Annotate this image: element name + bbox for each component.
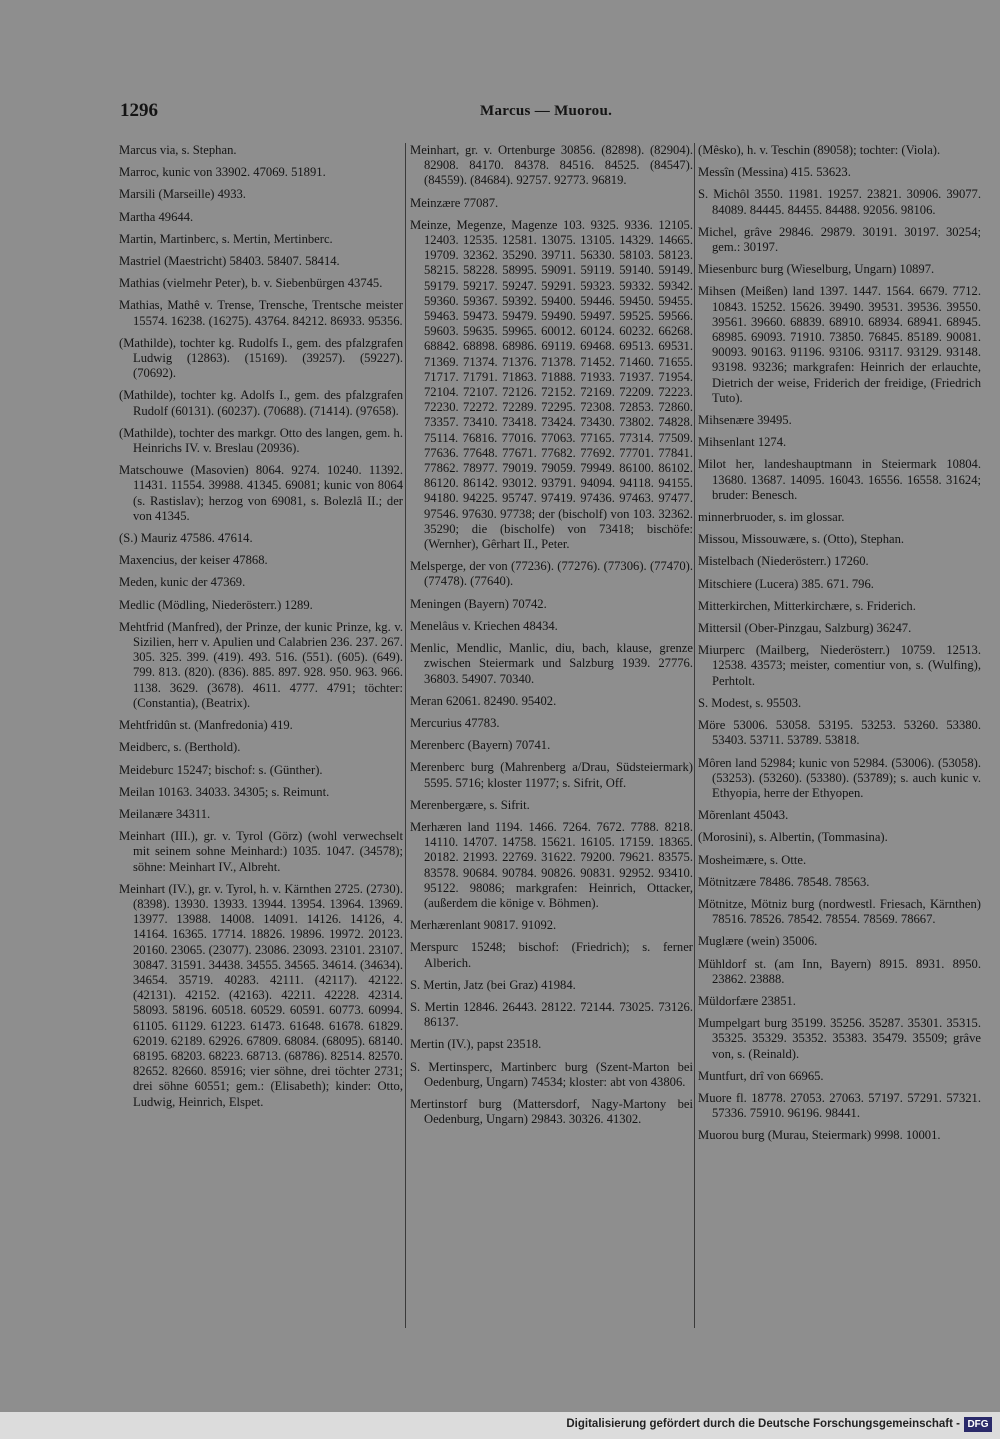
- index-entry: Möre 53006. 53058. 53195. 53253. 53260. 53380. 53403. 53711. 53789. 53818.: [698, 718, 981, 748]
- index-entry: Mehtfridûn st. (Manfredonia) 419.: [119, 718, 293, 733]
- index-entry: Martha 49644.: [119, 209, 194, 224]
- index-entry: Mihsen (Meißen) land 1397. 1447. 1564. 6679. 7712. 10843. 15252. 15626. 39490. 39531. 39536. 39550. 39561. 39660. 68839. 68910. 68934. 68941. 68945. 68985. 69093. 71910. 73850. 76845. 85189. 90081. 90093. 90163. 91196. 93106. 93117. 93129. 93148. 93198. 93236; markgrafen: Heinrich der erlauchte, Dietrich der weise, Friderich der freidige, (Friedrich Tuto).: [698, 284, 981, 405]
- index-entry: Mercurius 47783.: [410, 715, 500, 730]
- index-entry: Mistelbach (Niederösterr.) 17260.: [698, 554, 869, 569]
- index-entry: S. Modest, s. 95503.: [698, 695, 802, 710]
- dfg-logo: DFG: [964, 1417, 992, 1432]
- index-entry: Mitterkirchen, Mitterkirchære, s. Friderich.: [698, 598, 916, 613]
- index-entry: Menelâus v. Kriechen 48434.: [410, 618, 558, 633]
- column-2: [410, 143, 693, 1134]
- index-entry: Mitschiere (Lucera) 385. 671. 796.: [698, 576, 874, 591]
- index-entry: Meinhart (IV.), gr. v. Tyrol, h. v. Kärnthen 2725. (2730). (8398). 13930. 13933. 13944. 13954. 13964. 13969. 13977. 13988. 14008. 14091. 14126. 14126, 4. 14164. 16365. 17714. 18826. 19896. 19972. 20123. 20160. 23065. (23077). 23086. 23093. 23101. 23107. 30847. 31591. 34438. 34555. 34565. 34614. (34634). 34654. 35719. 40283. 42111. (42117). 42122. (42131). 42152. (42163). 42211. 42228. 42314. 58093. 58196. 60518. 60529. 60591. 60773. 60994. 61105. 61129. 61223. 61473. 61648. 61678. 61829. 62019. 62189. 62926. 67809. 68084. (68095). 68140. 68195. 68203. 68223. 68713. (68786). 82514. 82570. 82652. 82660. 85916; vier söhne, drei töchter 2731; drei söhne 60551; gem.: (Elisabeth); kinder: Otto, Ludwig, Heinrich, Elspet.: [119, 881, 403, 1109]
- index-entry: Meinhart (III.), gr. v. Tyrol (Görz) (wohl verwechselt mit seinem sohne Meinhard:) 1035. 1047. (34578); söhne: Meinhart IV., Albreht.: [119, 829, 403, 874]
- index-entry: Milot her, landeshauptmann in Steiermark 10804. 13680. 13687. 14095. 16043. 16556. 16558. 31624; bruder: Benesch.: [698, 457, 981, 502]
- index-entry: S. Mertinsperc, Martinberc burg (Szent-Marton bei Oedenburg, Ungarn) 74534; kloster: abt von 43806.: [410, 1059, 693, 1089]
- index-entry: Muorou burg (Murau, Steiermark) 9998. 10001.: [698, 1128, 941, 1143]
- index-entry: Meran 62061. 82490. 95402.: [410, 693, 557, 708]
- index-entry: Merhæren land 1194. 1466. 7264. 7672. 7788. 8218. 14110. 14707. 14758. 15621. 16105. 17159. 18365. 20182. 21993. 22769. 31622. 79200. 79621. 83575. 83578. 90684. 90784. 90826. 90831. 92952. 93410. 95122. 98086; markgrafen: Heinrich, Ottacker, (außerdem die könige v. Böhmen).: [410, 819, 693, 910]
- index-entry: Mõrenlant 45043.: [698, 808, 789, 823]
- index-entry: S. Mertin, Jatz (bei Graz) 41984.: [410, 977, 576, 992]
- column-1: [119, 143, 403, 1117]
- index-entry: Medlic (Mödling, Niederösterr.) 1289.: [119, 597, 313, 612]
- index-entry: Meideburc 15247; bischof: s. (Günther).: [119, 762, 323, 777]
- index-entry: (Morosini), s. Albertin, (Tommasina).: [698, 830, 888, 845]
- index-entry: Miurperc (Mailberg, Niederösterr.) 10759. 12513. 12538. 43573; meister, comentiur von, s. (Wulfing), Perhtolt.: [698, 643, 981, 688]
- column-3: [698, 143, 981, 1151]
- index-entry: Marcus via, s. Stephan.: [119, 143, 237, 157]
- index-entry: Missou, Missouwære, s. (Otto), Stephan.: [698, 532, 905, 547]
- index-entry: Meinhart, gr. v. Ortenburge 30856. (82898). (82904). 82908. 84170. 84378. 84516. 84525. (84547). (84559). (84684). 92757. 92773. 96819.: [410, 143, 693, 188]
- index-entry: Marsili (Marseille) 4933.: [119, 187, 246, 202]
- index-entry: Mötnitze, Mötniz burg (nordwestl. Friesach, Kärnthen) 78516. 78526. 78542. 78554. 78569. 78667.: [698, 896, 981, 927]
- index-entry: Mehtfrid (Manfred), der Prinze, der kunic Prinze, kg. v. Sizilien, herr v. Apulien und Calabrien 236. 237. 267. 305. 325. 399. (419). 493. 516. (551). (605). (649). 799. 813. (820). (836). 885. 897. 928. 950. 963. 966. 1138. 3629. (3678). 4611. 4777. 4791; töchter: (Constantia), (Beatrix).: [119, 619, 403, 710]
- index-entry: Mertinstorf burg (Mattersdorf, Nagy-Martony bei Oedenburg, Ungarn) 29843. 30326. 41302.: [410, 1096, 693, 1127]
- index-entry: S. Mertin 12846. 26443. 28122. 72144. 73025. 73126. 86137.: [410, 999, 693, 1030]
- index-entry: Mastriel (Maestricht) 58403. 58407. 58414.: [119, 254, 340, 269]
- index-entry: Marroc, kunic von 33902. 47069. 51891.: [119, 165, 326, 180]
- index-entry: Mumpelgart burg 35199. 35256. 35287. 35301. 35315. 35325. 35329. 35352. 35383. 35479. 35509; grâve von, s. (Reinald).: [698, 1016, 981, 1061]
- footer-text: Digitalisierung gefördert durch die Deutsche Forschungsgemeinschaft -: [566, 1418, 960, 1430]
- index-entry: Mertin (IV.), papst 23518.: [410, 1037, 542, 1052]
- index-entry: Muntfurt, drî von 66965.: [698, 1068, 824, 1083]
- footer-bar: [0, 1412, 1000, 1439]
- index-entry: Melsperge, der von (77236). (77276). (77306). (77470). (77478). (77640).: [410, 559, 693, 589]
- index-entry: Matschouwe (Masovien) 8064. 9274. 10240. 11392. 11431. 11554. 39988. 41345. 69081; kunic von 8064 (s. Rastislav); herzog von 69081, s. Bolezlâ II.; der von 41345.: [119, 463, 403, 523]
- index-entry: Merenbergære, s. Sifrit.: [410, 797, 530, 812]
- index-entry: Mötnitzære 78486. 78548. 78563.: [698, 874, 870, 889]
- column-rule-left: [405, 143, 406, 1328]
- column-rule-right: [694, 143, 695, 1328]
- index-entry: S. Michôl 3550. 11981. 19257. 23821. 30906. 39077. 84089. 84445. 84455. 84488. 92056. 98106.: [698, 187, 981, 217]
- index-entry: minnerbruoder, s. im glossar.: [698, 510, 845, 525]
- index-entry: Mihsenlant 1274.: [698, 435, 787, 450]
- index-entry: Meidberc, s. (Berthold).: [119, 740, 241, 755]
- index-entry: Meningen (Bayern) 70742.: [410, 596, 547, 611]
- index-entry: Messîn (Messina) 415. 53623.: [698, 165, 851, 180]
- index-entry: Maxencius, der keiser 47868.: [119, 553, 268, 568]
- index-entry: (Mathilde), tochter kg. Adolfs I., gem. des pfalzgrafen Rudolf (60131). (60237). (70688). (71414). (97658).: [119, 388, 403, 418]
- index-entry: Mathias (vielmehr Peter), b. v. Siebenbürgen 43745.: [119, 276, 383, 291]
- index-entry: Meden, kunic der 47369.: [119, 575, 246, 590]
- index-entry: Meinze, Megenze, Magenze 103. 9325. 9336. 12105. 12403. 12535. 12581. 13075. 13105. 14329. 14665. 19709. 32362. 35290. 39711. 56330. 58103. 58123. 58215. 58228. 58995. 59091. 59119. 59140. 59149. 59179. 59217. 59247. 59291. 59323. 59332. 59342. 59360. 59367. 59392. 59400. 59446. 59450. 59455. 59463. 59473. 59479. 59490. 59497. 59525. 59566. 59603. 59635. 59965. 60012. 60124. 60232. 66268. 68842. 68898. 68986. 69119. 69468. 69513. 69531. 71369. 71374. 71376. 71378. 71452. 71460. 71655. 71717. 71791. 71863. 71888. 71933. 71937. 71954. 72104. 72107. 72126. 72152. 72169. 72209. 72223. 72230. 72272. 72289. 72295. 72308. 72853. 72860. 73357. 73410. 73418. 73424. 73430. 73802. 74828. 75114. 76816. 77016. 77063. 77165. 77314. 77509. 77636. 77648. 77671. 77682. 77692. 77701. 77841. 77862. 78977. 79019. 79059. 79949. 86100. 86102. 86120. 86142. 93012. 93791. 94094. 94118. 94155. 94180. 94225. 95747. 97419. 97436. 97463. 97477. 97546. 97630. 97738; der (bischolf) von 103. 32362. 35290; die (bischolfe) von 73418; bischöfe: (Wernher), Gêrhart II., Peter.: [410, 217, 693, 552]
- index-entry: Merenberc (Bayern) 70741.: [410, 738, 551, 753]
- index-entry: Mathias, Mathê v. Trense, Trensche, Trentsche meister 15574. 16238. (16275). 43764. 84212. 86933. 95356.: [119, 298, 403, 328]
- index-entry: Menlic, Mendlic, Manlic, diu, bach, klause, grenze zwischen Steiermark und Salzburg 1939. 27776. 36803. 54907. 70340.: [410, 641, 693, 686]
- index-entry: Muglære (wein) 35006.: [698, 934, 818, 949]
- index-entry: Mittersil (Ober-Pinzgau, Salzburg) 36247.: [698, 621, 912, 636]
- index-entry: Meilan 10163. 34033. 34305; s. Reimunt.: [119, 784, 330, 799]
- index-entry: Merenberc burg (Mahrenberg a/Drau, Südsteiermark) 5595. 5716; kloster 11977; s. Sifrit, Off.: [410, 760, 693, 790]
- index-entry: (Mathilde), tochter des markgr. Otto des langen, gem. h. Heinrichs IV. v. Breslau (20936).: [119, 425, 403, 456]
- index-entry: Mühldorf st. (am Inn, Bayern) 8915. 8931. 8950. 23862. 23888.: [698, 956, 981, 986]
- page-number: 1296: [120, 100, 158, 121]
- index-entry: (Mêsko), h. v. Teschin (89058); tochter: (Viola).: [698, 143, 941, 157]
- index-entry: Môren land 52984; kunic von 52984. (53006). (53058). (53253). (53260). (53380). (53789); s. auch kunic v. Ethyopia, herre der Ethyopen.: [698, 755, 981, 800]
- index-entry: Michel, grâve 29846. 29879. 30191. 30197. 30254; gem.: 30197.: [698, 224, 981, 255]
- index-entry: Mosheimære, s. Otte.: [698, 852, 807, 867]
- index-entry: Merhærenlant 90817. 91092.: [410, 918, 557, 933]
- index-entry: (S.) Mauriz 47586. 47614.: [119, 531, 253, 546]
- index-entry: Merspurc 15248; bischof: (Friedrich); s. ferner Alberich.: [410, 940, 693, 970]
- running-head: Marcus — Muorou.: [480, 103, 613, 119]
- index-entry: Martin, Martinberc, s. Mertin, Mertinberc.: [119, 231, 333, 246]
- index-entry: Miesenburc burg (Wieselburg, Ungarn) 10897.: [698, 262, 935, 277]
- index-entry: Meinzære 77087.: [410, 195, 499, 210]
- index-entry: Mihsenære 39495.: [698, 413, 792, 428]
- index-entry: Meilanære 34311.: [119, 806, 211, 821]
- index-entry: Müldorfære 23851.: [698, 993, 796, 1008]
- index-entry: Muore fl. 18778. 27053. 27063. 57197. 57291. 57321. 57336. 75910. 96196. 98441.: [698, 1090, 981, 1121]
- index-entry: (Mathilde), tochter kg. Rudolfs I., gem. des pfalzgrafen Ludwig (12863). (15169). (39257). (59227). (70692).: [119, 335, 403, 381]
